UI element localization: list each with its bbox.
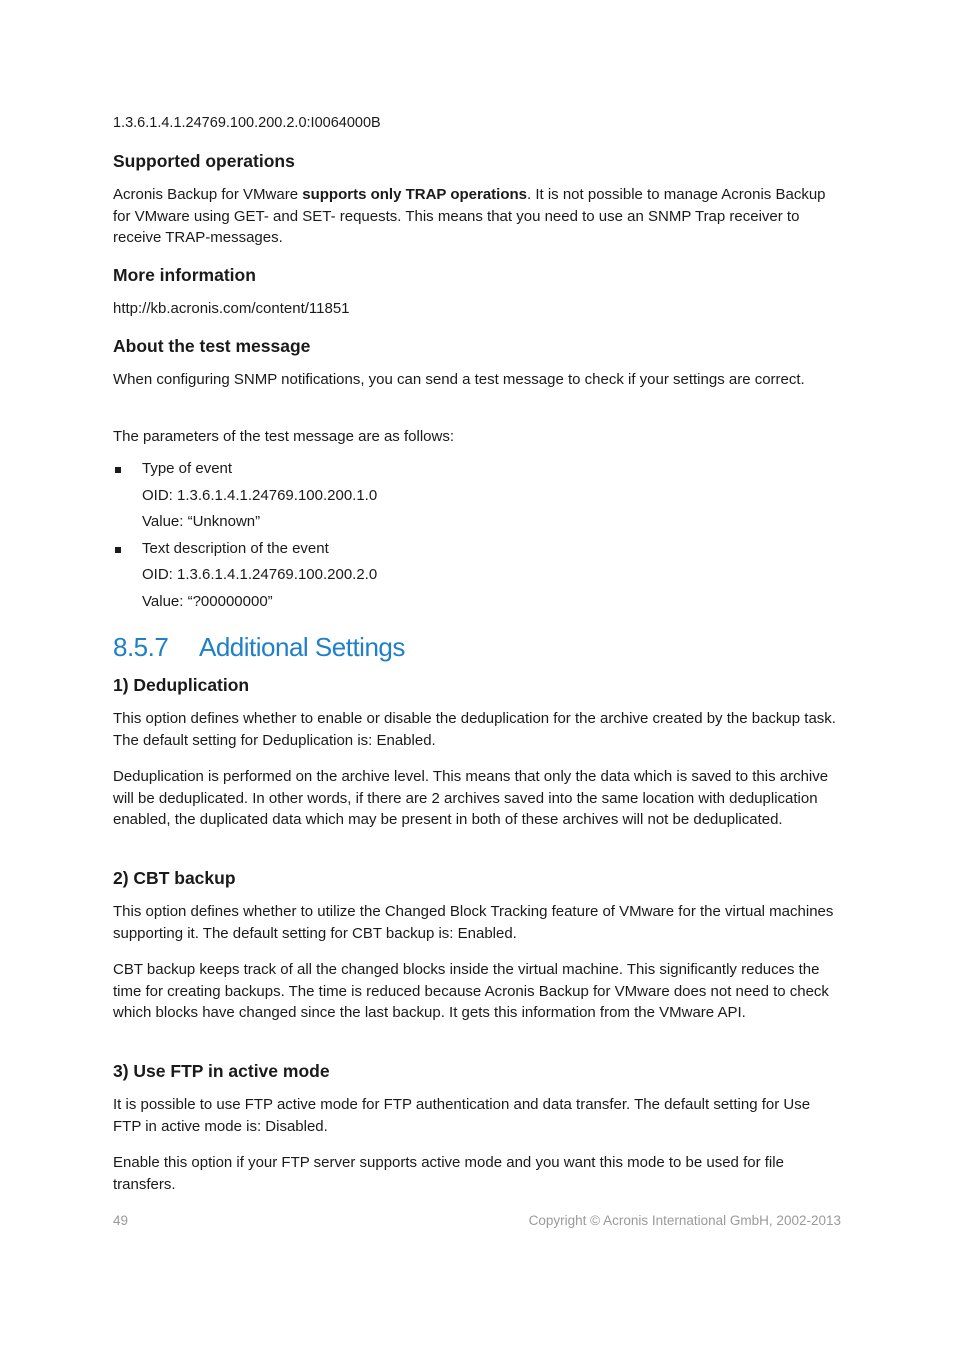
ftp-paragraph-2: Enable this option if your FTP server supports active mode and you want this mode to be used for file transfers. [113, 1154, 784, 1193]
param-title: Type of event [142, 460, 233, 477]
supported-operations-text [113, 184, 841, 249]
test-message-heading: About the test message [113, 336, 311, 356]
test-message-param-list [113, 459, 841, 618]
cbt-paragraph-2: CBT backup keeps track of all the changed blocks inside the virtual machine. This significantly reduces the time for creating backups. The time is reduced because Acronis Backup for VMware does not need to check which blocks have changed since the last backup. It gets this information from the VMware API. [113, 961, 829, 1021]
ftp-paragraph-1: It is possible to use FTP active mode for FTP authentication and data transfer. The default setting for Use FTP in active mode is: Disabled. [113, 1096, 811, 1135]
section-heading [113, 632, 405, 663]
copyright-text: Copyright © Acronis International GmbH, 2002-2013 [528, 1213, 841, 1228]
ftp-heading: 3) Use FTP in active mode [113, 1061, 330, 1081]
cbt-paragraph-1: This option defines whether to utilize the Changed Block Tracking feature of VMware for the virtual machines supporting it. The default setting for CBT backup is: Enabled. [113, 903, 834, 942]
dedup-paragraph-2: Deduplication is performed on the archive level. This means that only the data which is saved to this archive will be deduplicated. In other words, if there are 2 archives saved into the same location with deduplication enabled, the duplicated data which may be present in both of these archives will not be deduplicated. [113, 768, 829, 828]
param-value: Value: “?00000000” [142, 592, 273, 610]
list-item [113, 459, 841, 539]
param-oid: OID: 1.3.6.1.4.1.24769.100.200.1.0 [142, 486, 378, 504]
supported-operations-text-end: . It is not possible to manage Acronis Backup for VMware using GET- and SET- requests. This means that you need to use an SNMP Trap receiver to receive TRAP-messages. [113, 186, 826, 246]
test-message-intro: When configuring SNMP notifications, you can send a test message to check if your settings are correct. [113, 371, 805, 388]
supported-operations-heading: Supported operations [113, 151, 295, 171]
supported-operations-bold: supports only TRAP operations [302, 186, 527, 203]
dedup-heading: 1) Deduplication [113, 675, 250, 695]
page-footer [113, 1213, 841, 1228]
supported-operations-text-start: Acronis Backup for VMware [113, 186, 303, 203]
section-number: 8.5.7 [113, 632, 169, 662]
page-number: 49 [113, 1213, 129, 1228]
param-title: Text description of the event [142, 539, 329, 557]
list-item [113, 539, 841, 619]
bullet-square-icon [115, 547, 121, 553]
kb-link[interactable]: http://kb.acronis.com/content/11851 [113, 300, 350, 317]
param-oid: OID: 1.3.6.1.4.1.24769.100.200.2.0 [142, 566, 378, 583]
more-information-heading: More information [113, 265, 256, 285]
section-title: Additional Settings [199, 632, 405, 662]
cbt-heading: 2) CBT backup [113, 868, 236, 888]
test-message-params-intro: The parameters of the test message are as follows: [113, 428, 454, 445]
top-oid-text: 1.3.6.1.4.1.24769.100.200.2.0:I0064000B [113, 115, 381, 131]
param-value: Value: “Unknown” [142, 513, 261, 530]
bullet-square-icon [115, 467, 121, 473]
dedup-paragraph-1: This option defines whether to enable or disable the deduplication for the archive created by the backup task. The default setting for Deduplication is: Enabled. [113, 710, 836, 749]
